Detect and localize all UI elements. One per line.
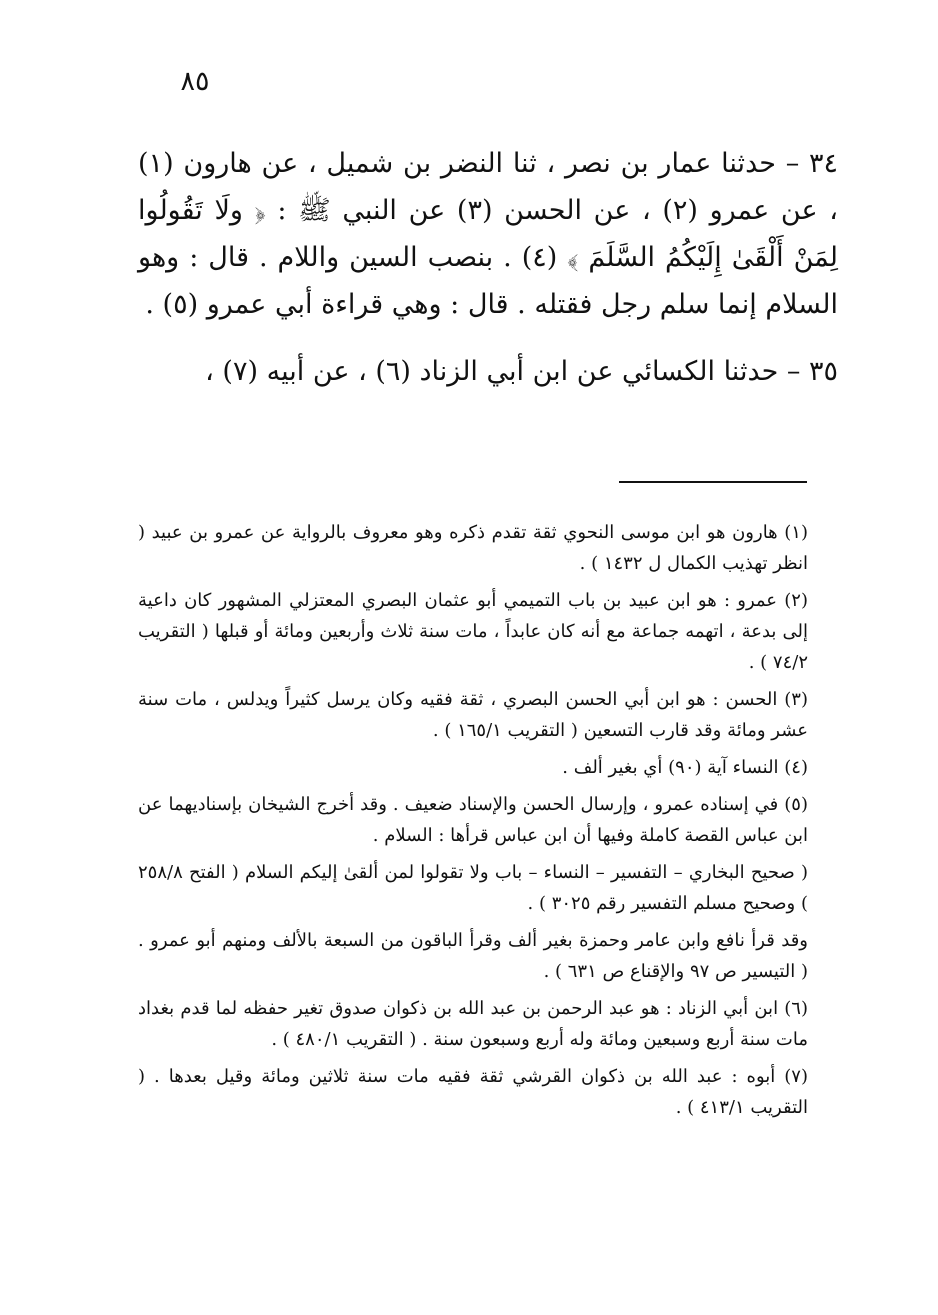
footnote-5-readings: وقد قرأ نافع وابن عامر وحمزة بغير ألف وقرأ الباقون من السبعة بالألف ومنهم أبو عمرو . ( التيسير ص ٩٧ والإقناع ص ٦٣١ ) . bbox=[138, 930, 808, 982]
footnotes bbox=[138, 517, 838, 1129]
hadith-35-paragraph: ٣٥ – حدثنا الكسائي عن ابن أبي الزناد (٦) ، عن أبيه (٧) ، bbox=[205, 356, 838, 387]
footnote-6: (٦) ابن أبي الزناد : هو عبد الرحمن بن عبد الله بن ذكوان صدوق تغير حفظه لما قدم بغداد مات سنة أربع وسبعين ومائة وله أربع وسبعون سنة . ( التقريب ٤٨٠/١ ) . bbox=[138, 998, 808, 1050]
footnote-3: (٣) الحسن : هو ابن أبي الحسن البصري ، ثقة فقيه وكان يرسل كثيراً ويدلس ، مات سنة عشر ومائة وقد قارب التسعين ( التقريب ١٦٥/١ ) . bbox=[138, 689, 808, 741]
footnote-2: (٢) عمرو : هو ابن عبيد بن باب التميمي أبو عثمان البصري المعتزلي المشهور كان داعية إلى بدعة ، اتهمه جماعة مع أنه كان عابداً ، مات سنة ثلاث وأربعين ومائة أو قبلها ( التقريب ٧٤/٢ ) . bbox=[138, 590, 808, 673]
hadith-34-paragraph: ٣٤ – حدثنا عمار بن نصر ، ثنا النضر بن شميل ، عن هارون (١) ، عن عمرو (٢) ، عن الحسن (٣) عن النبي ﷺ : ﴿ ولَا تَقُولُوا لِمَنْ أَلْقَىٰ إِلَيْكُمُ السَّلَمَ ﴾ (٤) . بنصب السين واللام . قال : وهو السلام إنما سلم رجل فقتله . قال : وهي قراءة أبي عمرو (٥) . bbox=[138, 148, 838, 320]
footnote-5: (٥) في إسناده عمرو ، وإرسال الحسن والإسناد ضعيف . وقد أخرج الشيخان بإسناديهما عن ابن عباس القصة كاملة وفيها أن ابن عباس قرأها : السلام . bbox=[138, 794, 808, 846]
footnote-7: (٧) أبوه : عبد الله بن ذكوان القرشي ثقة فقيه مات سنة ثلاثين ومائة وقيل بعدها . ( التقريب ٤١٣/١ ) . bbox=[138, 1066, 808, 1118]
page-number: ٨٥ bbox=[180, 66, 210, 97]
footnote-1: (١) هارون هو ابن موسى النحوي ثقة تقدم ذكره وهو معروف بالرواية عن عمرو بن عبيد ( انظر تهذيب الكمال ل ١٤٣٢ ) . bbox=[138, 522, 808, 574]
footnote-4: (٤) النساء آية (٩٠) أي بغير ألف . bbox=[562, 757, 808, 778]
footnote-5-reference: ( صحيح البخاري – التفسير – النساء – باب ولا تقولوا لمن ألقىٰ إليكم السلام ( الفتح ٢٥٨/٨ ) وصحيح مسلم التفسير رقم ٣٠٢٥ ) . bbox=[138, 862, 808, 914]
main-text bbox=[138, 140, 838, 395]
footnote-separator bbox=[619, 481, 807, 483]
